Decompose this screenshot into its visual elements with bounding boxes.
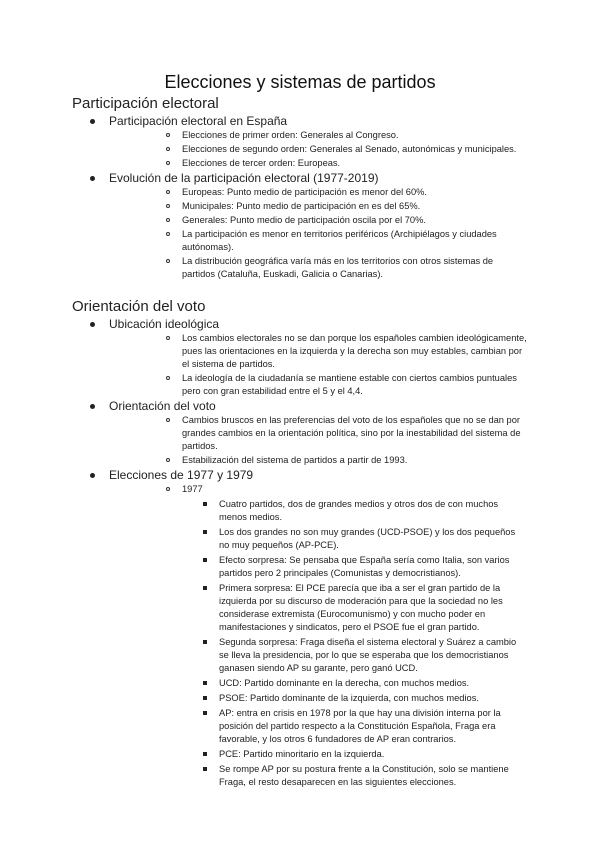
list-item bbox=[72, 114, 528, 170]
section-heading-orientacion: Orientación del voto bbox=[72, 298, 206, 315]
list-item bbox=[109, 582, 528, 634]
bullet-icon bbox=[166, 161, 170, 165]
list-item bbox=[109, 707, 528, 746]
list-item bbox=[72, 317, 528, 398]
item-text: AP: entra en crisis en 1978 por la que hay una división interna por la posición del partido respecto a la Constitución Española, Fraga era favorable, y los otros 6 fundadores de AP eran contrarios. bbox=[219, 708, 501, 744]
bullet-icon bbox=[166, 336, 170, 340]
item-heading: Orientación del voto bbox=[109, 399, 216, 413]
item-text: PCE: Partido minoritario en la izquierda. bbox=[219, 749, 385, 759]
list-item bbox=[72, 171, 528, 281]
list-item bbox=[109, 554, 528, 580]
square-bullet-icon bbox=[203, 502, 207, 506]
item-text: La participación es menor en territorios periféricos (Archipiélagos y ciudades autónomas). bbox=[182, 229, 497, 252]
list-item bbox=[109, 143, 528, 156]
bullet-icon bbox=[90, 322, 95, 327]
item-heading: Participación electoral en España bbox=[109, 114, 288, 128]
list-item bbox=[109, 129, 528, 142]
square-bullet-icon bbox=[203, 640, 207, 644]
item-heading: Elecciones de 1977 y 1979 bbox=[109, 468, 254, 482]
list-item bbox=[109, 483, 528, 496]
list-item bbox=[109, 748, 528, 761]
item-text: Generales: Punto medio de participación oscila por el 70%. bbox=[182, 215, 426, 225]
list-item bbox=[109, 255, 528, 281]
list-item bbox=[109, 372, 528, 398]
list-item bbox=[109, 200, 528, 213]
item-text: Efecto sorpresa: Se pensaba que España sería como Italia, son varios partidos pero 2 principales (Comunistas y democristianos). bbox=[219, 555, 510, 578]
list-item bbox=[109, 763, 528, 789]
list-item bbox=[109, 692, 528, 705]
list-item bbox=[109, 677, 528, 690]
document-title: Elecciones y sistemas de partidos bbox=[164, 72, 436, 92]
square-bullet-icon bbox=[203, 530, 207, 534]
item-text: Elecciones de tercer orden: Europeas. bbox=[182, 158, 341, 168]
section-heading-participacion: Participación electoral bbox=[72, 95, 219, 112]
item-text: Estabilización del sistema de partidos a partir de 1993. bbox=[182, 455, 408, 465]
bullet-icon bbox=[166, 458, 170, 462]
bullet-icon bbox=[166, 147, 170, 151]
bullet-icon bbox=[90, 473, 95, 478]
bullet-icon bbox=[90, 119, 95, 124]
item-text: UCD: Partido dominante en la derecha, con muchos medios. bbox=[219, 678, 470, 688]
list-item bbox=[109, 157, 528, 170]
square-bullet-icon bbox=[203, 752, 207, 756]
square-bullet-icon bbox=[203, 558, 207, 562]
item-text: Municipales: Punto medio de participación en es del 65%. bbox=[182, 201, 421, 211]
item-text: Elecciones de segundo orden: Generales al Senado, autonómicas y municipales. bbox=[182, 144, 517, 154]
document-page bbox=[72, 70, 528, 789]
bullet-icon bbox=[166, 133, 170, 137]
square-bullet-icon bbox=[203, 767, 207, 771]
list-item bbox=[109, 636, 528, 675]
bullet-icon bbox=[166, 418, 170, 422]
item-text: Primera sorpresa: El PCE parecía que iba a ser el gran partido de la izquierda por su discurso de moderación para que la sociedad no les considerase extremista (Eurocomunismo) y con mucho poder en manifestaciones y sindicatos, pero el PSOE fue el gran partido. bbox=[219, 583, 503, 632]
list-item bbox=[109, 498, 528, 524]
list-item bbox=[109, 332, 528, 371]
item-heading: Ubicación ideológica bbox=[109, 317, 220, 331]
section-list-participacion bbox=[72, 114, 528, 281]
square-bullet-icon bbox=[203, 586, 207, 590]
list-item bbox=[72, 399, 528, 467]
list-item bbox=[109, 414, 528, 453]
item-text: 1977 bbox=[182, 484, 203, 494]
section-list-orientacion bbox=[72, 317, 528, 789]
square-bullet-icon bbox=[203, 696, 207, 700]
item-text: Los dos grandes no son muy grandes (UCD-PSOE) y los dos pequeños no muy pequeños (AP-PCE). bbox=[219, 527, 516, 550]
item-text: Cambios bruscos en las preferencias del voto de los españoles que no se dan por grandes cambios en la orientación política, sino por la inestabilidad del sistema de partidos. bbox=[182, 415, 521, 451]
list-item bbox=[109, 214, 528, 227]
item-heading: Evolución de la participación electoral (1977-2019) bbox=[109, 171, 379, 185]
item-text: Se rompe AP por su postura frente a la Constitución, solo se mantiene Fraga, el resto desaparecen en las siguientes elecciones. bbox=[219, 764, 509, 787]
item-text: Los cambios electorales no se dan porque los españoles cambien ideológicamente, pues las orientaciones en la izquierda y la derecha son muy estables, cambian por el sistema de partidos. bbox=[182, 333, 527, 369]
item-text: La distribución geográfica varía más en los territorios con otros sistemas de partidos (Cataluña, Euskadi, Galicia o Canarias). bbox=[182, 256, 494, 279]
square-bullet-icon bbox=[203, 681, 207, 685]
bullet-icon bbox=[166, 232, 170, 236]
bullet-icon bbox=[166, 487, 170, 491]
list-item bbox=[109, 228, 528, 254]
bullet-icon bbox=[90, 176, 95, 181]
list-item bbox=[109, 454, 528, 467]
list-item bbox=[72, 468, 528, 789]
bullet-icon bbox=[166, 259, 170, 263]
item-text: Elecciones de primer orden: Generales al Congreso. bbox=[182, 130, 399, 140]
item-text: Cuatro partidos, dos de grandes medios y otros dos de con muchos menos medios. bbox=[219, 499, 499, 522]
list-item bbox=[109, 526, 528, 552]
item-text: PSOE: Partido dominante de la izquierda, con muchos medios. bbox=[219, 693, 479, 703]
item-text: La ideología de la ciudadanía se mantiene estable con ciertos cambios puntuales pero con gran estabilidad entre el 5 y el 4,4. bbox=[182, 373, 517, 396]
square-bullet-icon bbox=[203, 711, 207, 715]
bullet-icon bbox=[166, 218, 170, 222]
bullet-icon bbox=[166, 204, 170, 208]
bullet-icon bbox=[90, 404, 95, 409]
bullet-icon bbox=[166, 376, 170, 380]
list-item bbox=[109, 186, 528, 199]
bullet-icon bbox=[166, 190, 170, 194]
item-text: Europeas: Punto medio de participación es menor del 60%. bbox=[182, 187, 427, 197]
item-text: Segunda sorpresa: Fraga diseña el sistema electoral y Suárez a cambio se lleva la presidencia, por lo que se esperaba que los democristianos ganasen siendo AP su garante, pero ganó UCD. bbox=[219, 637, 517, 673]
